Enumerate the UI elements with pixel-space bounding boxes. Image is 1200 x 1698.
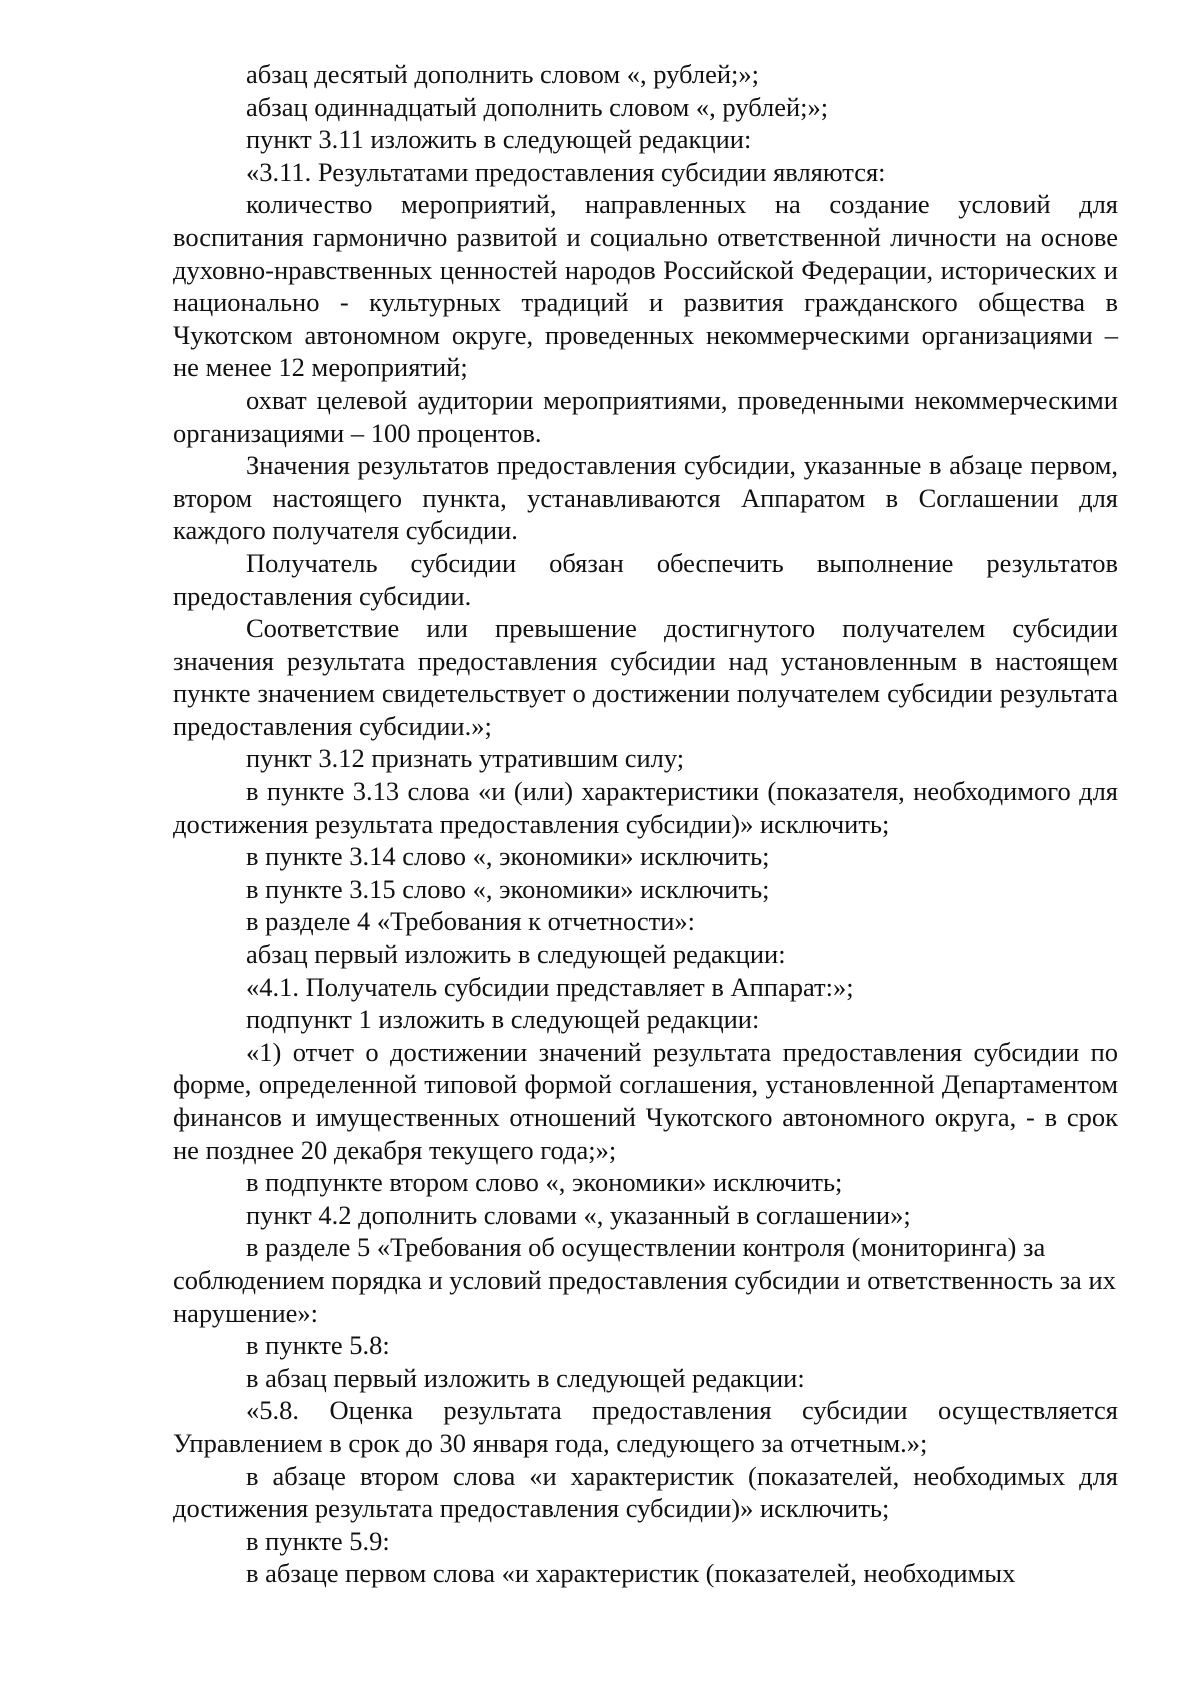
- paragraph: подпункт 1 изложить в следующей редакции:: [246, 1004, 760, 1035]
- paragraph: абзац одиннадцатый дополнить словом «, рублей;»;: [246, 91, 829, 122]
- paragraph: в пункте 3.13 слова «и (или) характеристики (показателя, необходимого для достижения результата предоставления субсидии)» исключить;: [173, 776, 1118, 839]
- paragraph: Получатель субсидии обязан обеспечить выполнение результатов предоставления субсидии.: [173, 547, 1118, 611]
- paragraph: в пункте 5.9:: [246, 1525, 390, 1556]
- paragraph: в пункте 3.15 слово «, экономики» исключить;: [246, 873, 770, 904]
- paragraph: пункт 3.12 признать утратившим силу;: [246, 743, 685, 774]
- paragraph: в абзаце втором слова «и характеристик (показателей, необходимых для достижения результата предоставления субсидии)» исключить;: [173, 1460, 1118, 1524]
- paragraph: Значения результатов предоставления субсидии, указанные в абзаце первом, втором настоящего пункта, устанавливаются Аппаратом в Соглашении для каждого получателя субсидии.: [173, 450, 1118, 546]
- paragraph: «5.8. Оценка результата предоставления субсидии осуществляется Управлением в срок до 30 января года, следующего за отчетным.»;: [173, 1395, 1118, 1458]
- paragraph: «1) отчет о достижении значений результата предоставления субсидии по форме, определенной типовой формой соглашения, установленной Департаментом финансов и имущественных отношений Чукотского автономного округа, - в срок не позднее 20 декабря текущего года;»;: [173, 1036, 1118, 1165]
- paragraph: в абзац первый изложить в следующей редакции:: [246, 1362, 805, 1393]
- paragraph: количество мероприятий, направленных на создание условий для воспитания гармонично развитой и социально ответственной личности на основе духовно-нравственных ценностей народов Российской Федерации, исторических и национально - культурных традиций и развития гражданского общества в Чукотском автономном округе, проведенных некоммерческими организациями – не менее 12 мероприятий;: [173, 189, 1118, 383]
- document-body: [173, 58, 1118, 1590]
- paragraph: пункт 4.2 дополнить словами «, указанный в соглашении»;: [246, 1199, 911, 1230]
- paragraph: Соответствие или превышение достигнутого получателем субсидии значения результата предоставления субсидии над установленным в настоящем пункте значением свидетельствует о достижении получателем субсидии результата предоставления субсидии.»;: [173, 613, 1118, 741]
- paragraph: в пункте 3.14 слово «, экономики» исключить;: [246, 841, 770, 872]
- paragraph: «3.11. Результатами предоставления субсидии являются:: [246, 156, 886, 187]
- paragraph: в пункте 5.8:: [246, 1330, 390, 1361]
- paragraph: пункт 3.11 изложить в следующей редакции:: [246, 124, 752, 155]
- paragraph: в абзаце первом слова «и характеристик (показателей, необходимых: [246, 1558, 1016, 1589]
- paragraph: в разделе 5 «Требования об осуществлении контроля (мониторинга) за соблюдением порядка и условий предоставления субсидии и ответственность за их нарушение»:: [173, 1232, 1116, 1328]
- paragraph: охват целевой аудитории мероприятиями, проведенными некоммерческими организациями – 100 процентов.: [173, 384, 1118, 448]
- paragraph: в подпункте втором слово «, экономики» исключить;: [246, 1167, 843, 1198]
- paragraph: в разделе 4 «Требования к отчетности»:: [246, 906, 696, 937]
- paragraph: «4.1. Получатель субсидии представляет в Аппарат:»;: [246, 971, 854, 1002]
- paragraph: абзац первый изложить в следующей редакции:: [246, 939, 786, 970]
- paragraph: абзац десятый дополнить словом «, рублей;»;: [246, 59, 759, 89]
